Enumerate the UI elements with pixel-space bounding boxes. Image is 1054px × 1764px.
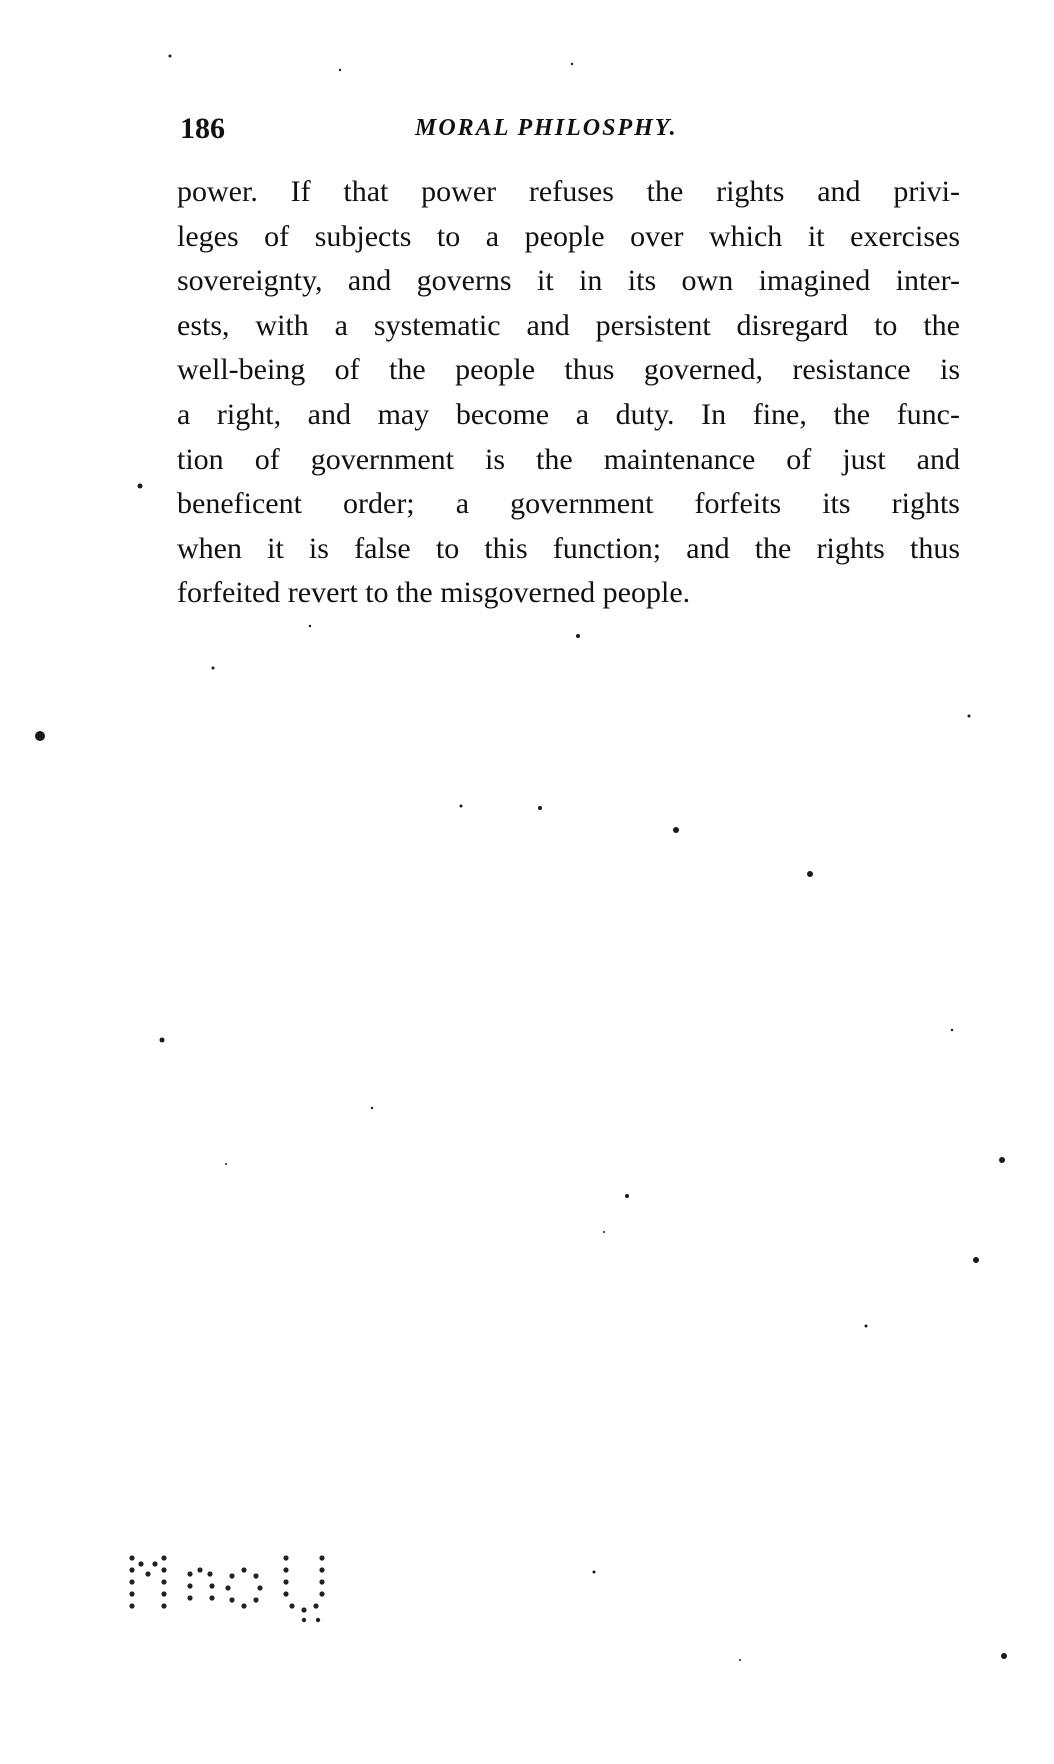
text-line: when it is false to this function; and the rights thus	[177, 531, 960, 565]
text-line: leges of subjects to a people over which it exercises	[177, 219, 960, 253]
text-line: a right, and may become a duty. In fine, the func-	[177, 397, 960, 431]
text-line: beneficent order; a government forfeits its rights	[177, 487, 960, 521]
text-line: sovereignty, and governs it in its own imagined inter-	[177, 264, 960, 298]
stamp-dots	[129, 1555, 324, 1622]
perforated-stamp	[128, 1552, 333, 1624]
running-title: MORAL PHILOSPHY.	[415, 115, 678, 141]
text-line: power. If that power refuses the rights and privi-	[177, 175, 960, 208]
text-line: well-being of the people thus governed, resistance is	[177, 353, 960, 387]
text-line: tion of government is the maintenance of just and	[177, 442, 960, 476]
text-line: forfeited revert to the misgoverned people.	[177, 576, 691, 610]
page-number: 186	[180, 112, 225, 145]
running-head	[180, 112, 960, 152]
text-line: ests, with a systematic and persistent disregard to the	[177, 308, 960, 342]
body-paragraph	[177, 170, 960, 616]
